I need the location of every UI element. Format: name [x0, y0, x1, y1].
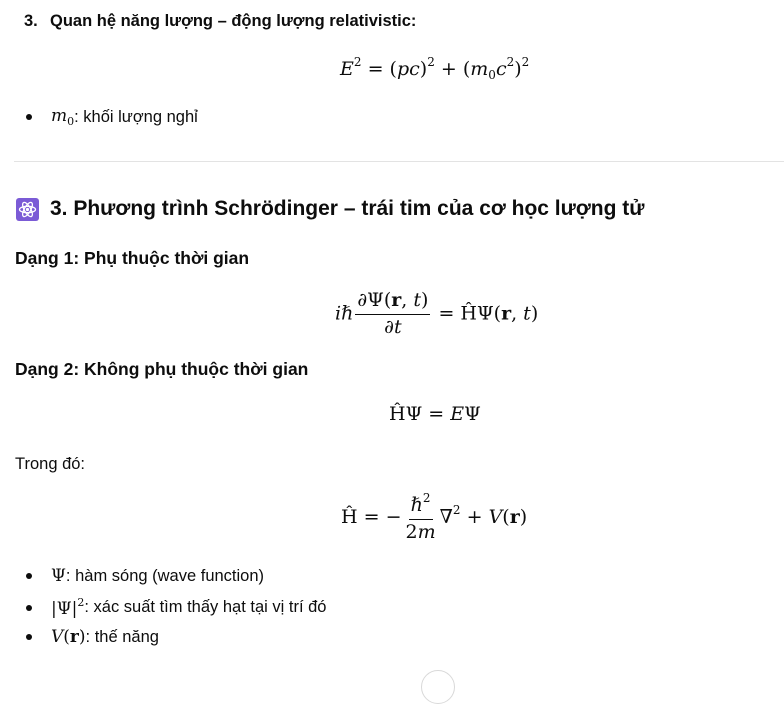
psi-squared-symbol: $|\Psi|^2$ — [51, 596, 85, 619]
hamiltonian-equation: Ĥ = − $\frac{\hbar^2}{2m}$ ∇$^2$ + V(r) — [341, 491, 528, 543]
psi-description: : hàm sóng (wave function) — [65, 566, 265, 585]
form1-heading: Dạng 1: Phụ thuộc thời gian — [15, 248, 250, 268]
atom-icon — [16, 198, 39, 221]
probability-description: : xác suất tìm thấy hạt tại vị trí đó — [84, 598, 327, 616]
list-item-psi — [26, 566, 264, 586]
time-independent-equation: ĤΨ = EΨ — [389, 403, 481, 425]
bullet-dot — [26, 605, 32, 611]
bullet-dot — [26, 114, 32, 120]
scroll-down-button[interactable] — [421, 670, 455, 704]
m0-symbol: $m_0$ — [51, 106, 75, 128]
schrodinger-heading — [16, 197, 644, 221]
list-item-m0 — [26, 106, 198, 128]
bullet-dot — [26, 573, 32, 579]
energy-momentum-equation: $E^2 = (pc)^2 + (m_0c^2)^2$ — [340, 55, 530, 82]
psi-symbol: Ψ — [51, 566, 66, 586]
hbar-fraction: $\frac{\hbar^2}{2m}$ — [405, 491, 436, 543]
section-divider — [14, 161, 784, 162]
bullet-dot — [26, 634, 32, 640]
schrodinger-title: 3. Phương trình Schrödinger – trái tim của cơ học lượng tử — [50, 197, 645, 220]
m0-description: : khối lượng nghỉ — [74, 107, 198, 126]
potential-description: : thế năng — [85, 627, 159, 646]
partial-fraction: $\frac{\partial\Psi(r, t)}{\partial t}$ — [357, 289, 429, 338]
heading-number: 3. — [24, 12, 38, 30]
time-dependent-equation: iℏ $\frac{\partial\Psi(r, t)}{\partial t}$ = ĤΨ(r, t) — [335, 289, 539, 338]
heading-text: Quan hệ năng lượng – động lượng relativistic: — [50, 12, 417, 30]
list-item-potential — [26, 627, 159, 647]
potential-symbol: V(r) — [51, 627, 86, 647]
form2-heading: Dạng 2: Không phụ thuộc thời gian — [15, 359, 309, 379]
energy-momentum-heading — [24, 12, 416, 31]
where-label: Trong đó: — [15, 455, 86, 473]
list-item-probability — [26, 596, 326, 619]
